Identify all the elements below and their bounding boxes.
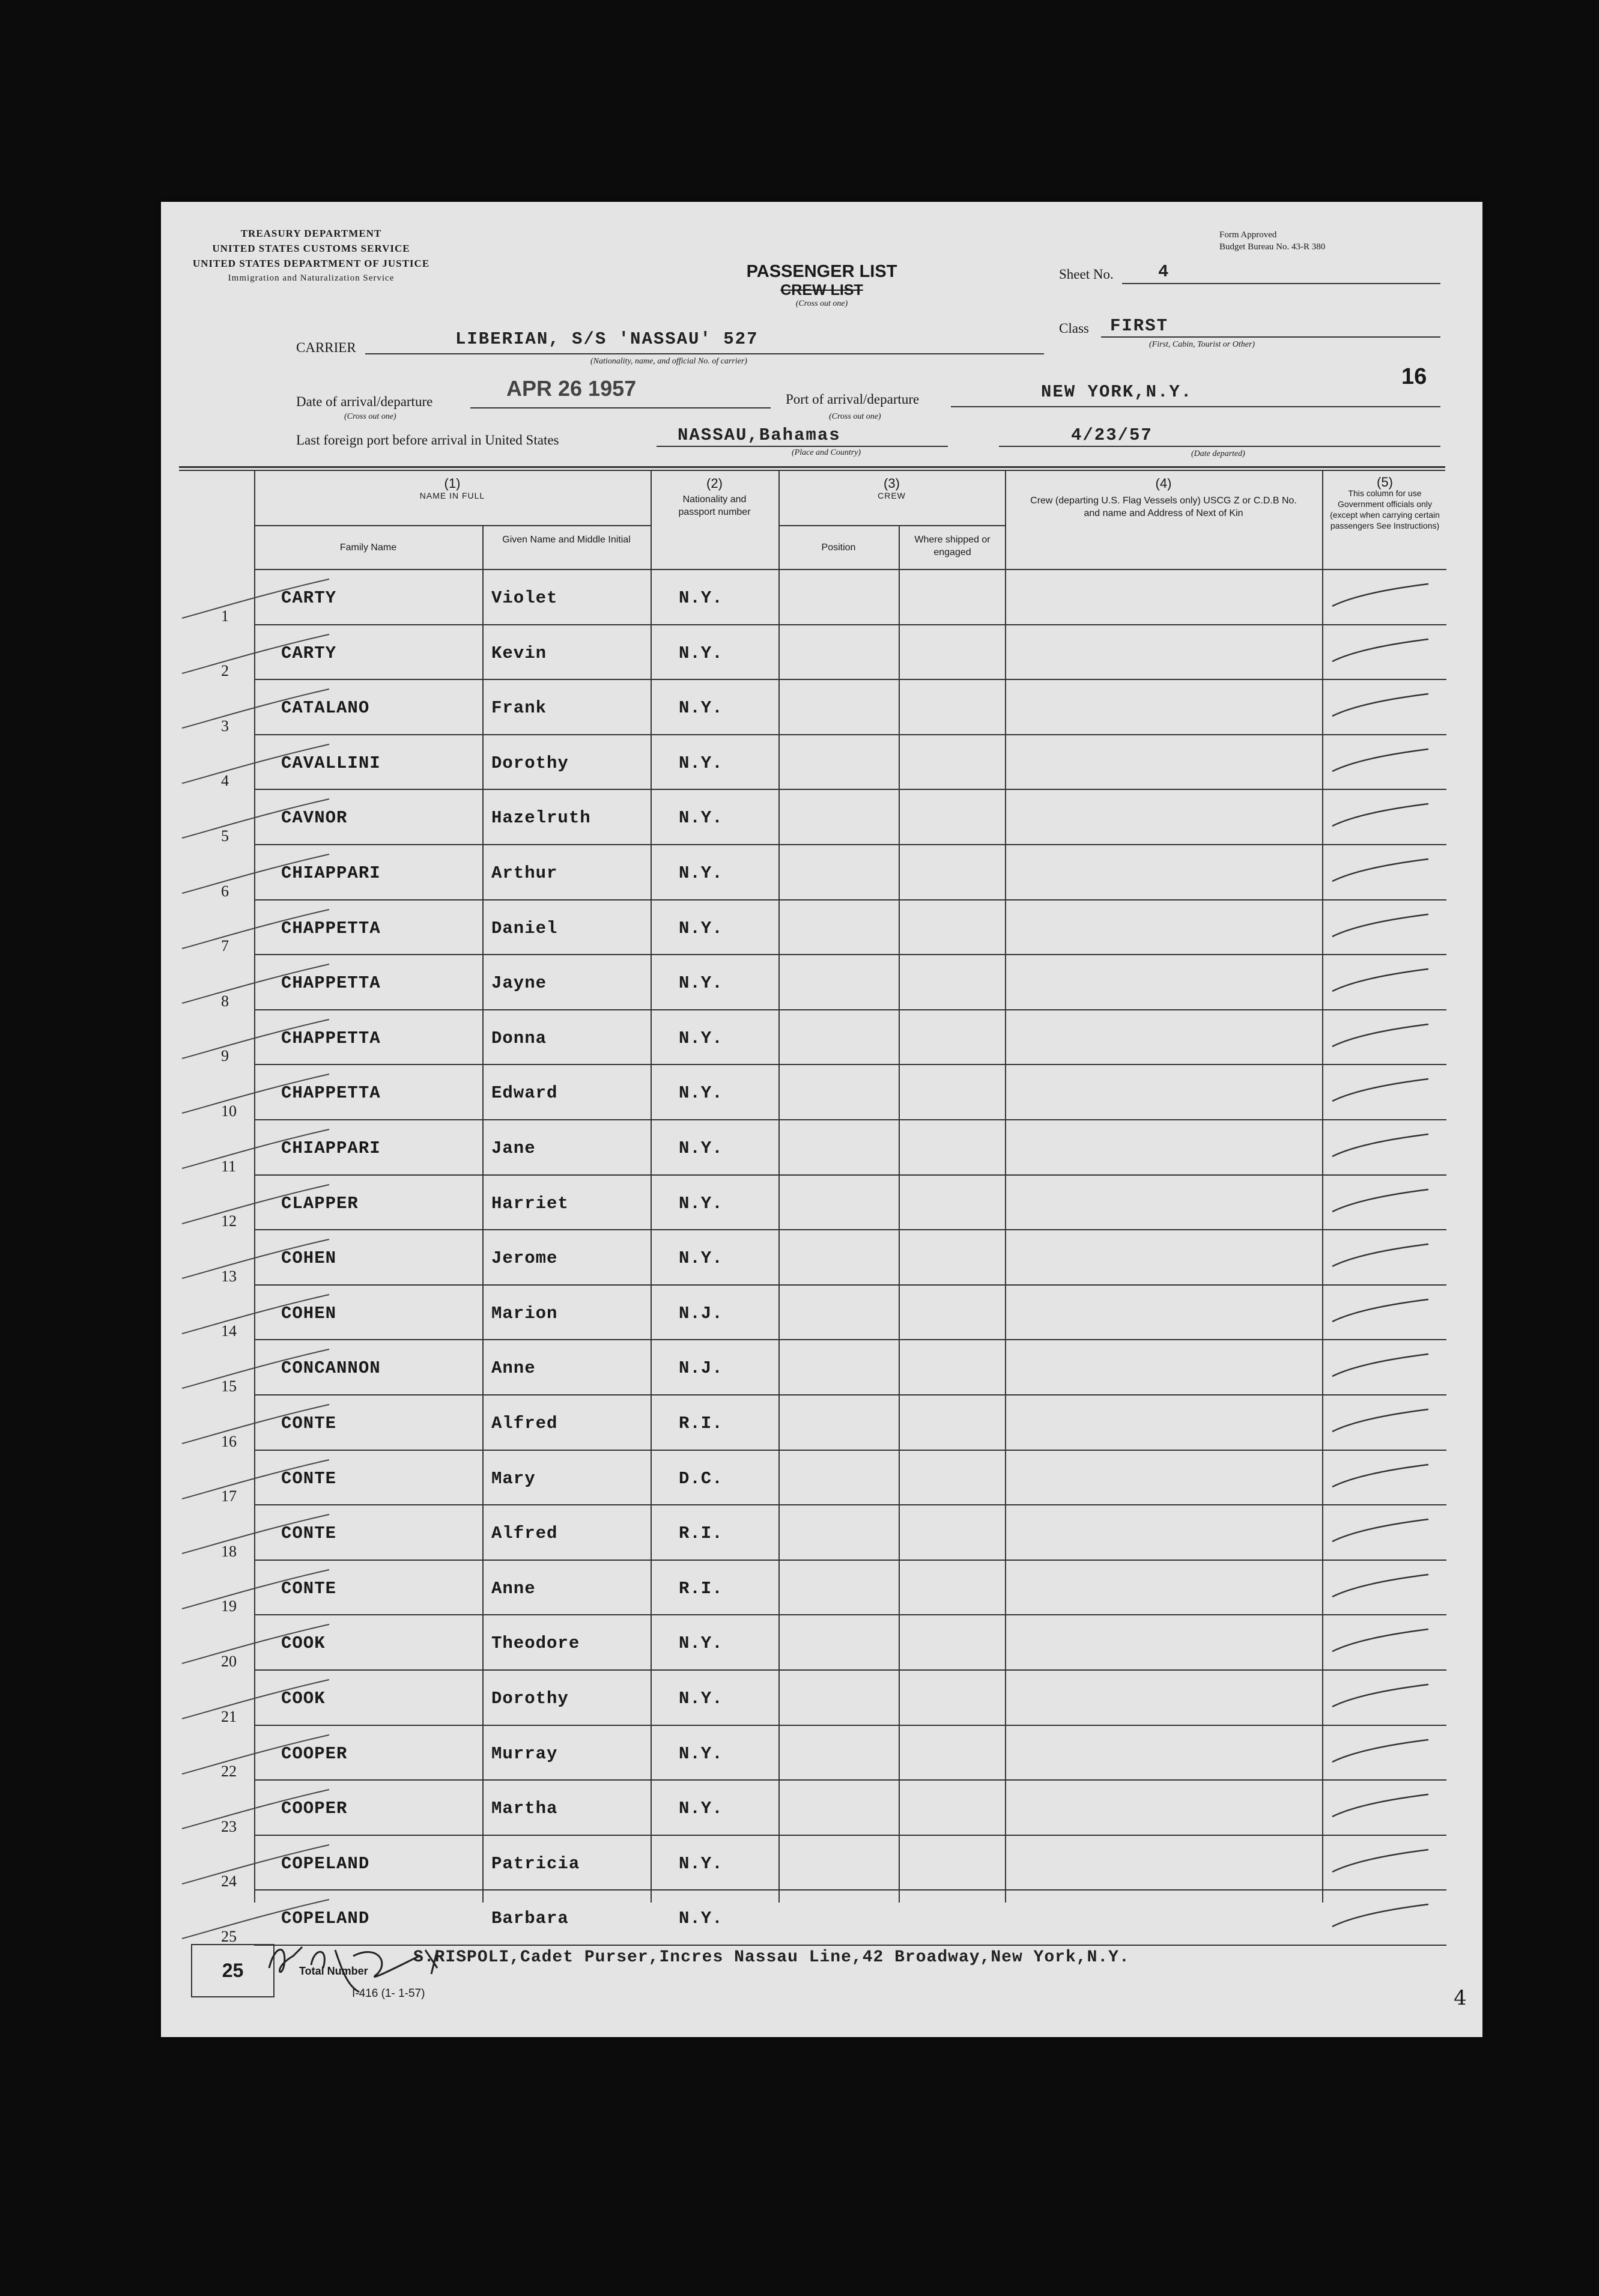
form-approval bbox=[1219, 229, 1325, 253]
table-row bbox=[161, 570, 1482, 625]
col2-number: (2) bbox=[706, 476, 723, 491]
review-tick-mark bbox=[179, 796, 335, 844]
review-tick-mark bbox=[179, 1732, 335, 1780]
given-name-cell: Murray bbox=[491, 1743, 558, 1764]
check-stroke bbox=[1332, 584, 1428, 606]
tick-stroke bbox=[182, 1514, 329, 1553]
tick-stroke bbox=[182, 799, 329, 838]
tick-stroke bbox=[182, 744, 329, 783]
list-title: PASSENGER LIST bbox=[746, 262, 897, 281]
nationality-cell: N.Y. bbox=[679, 753, 723, 773]
family-name-cell: COOPER bbox=[281, 1799, 348, 1819]
corner-page-mark: 4 bbox=[1454, 1986, 1467, 2010]
table-row bbox=[161, 1286, 1482, 1341]
row-number: 21 bbox=[221, 1707, 237, 1725]
name-subhead-line bbox=[254, 525, 651, 526]
row-number: 4 bbox=[221, 772, 229, 790]
given-name-cell: Dorothy bbox=[491, 1689, 569, 1708]
review-tick-mark bbox=[179, 686, 335, 734]
review-tick-mark bbox=[179, 741, 335, 789]
review-tick-mark bbox=[179, 1346, 335, 1394]
nationality-cell: N.Y. bbox=[679, 1909, 723, 1929]
nationality-cell: N.Y. bbox=[679, 1193, 723, 1213]
family-name-cell: CARTY bbox=[281, 588, 337, 608]
given-name-cell: Alfred bbox=[491, 1414, 558, 1433]
col3-number: (3) bbox=[884, 476, 900, 491]
given-name-cell: Dorothy bbox=[491, 753, 569, 773]
review-tick-mark bbox=[179, 961, 335, 1009]
col4-number: (4) bbox=[1155, 476, 1172, 491]
check-stroke bbox=[1332, 914, 1428, 937]
port-underline bbox=[951, 406, 1440, 407]
row-number: 8 bbox=[221, 992, 229, 1010]
family-name-cell: CHAPPETTA bbox=[281, 1083, 381, 1104]
table-row bbox=[161, 680, 1482, 735]
review-tick-mark bbox=[179, 1016, 335, 1064]
given-name-cell: Donna bbox=[491, 1028, 547, 1048]
given-name-cell: Theodore bbox=[491, 1633, 580, 1654]
tick-stroke bbox=[182, 1845, 329, 1884]
review-tick-mark bbox=[179, 1677, 335, 1725]
lastport-label: Last foreign port before arrival in United States bbox=[296, 433, 559, 448]
table-row bbox=[161, 1065, 1482, 1120]
given-name-cell: Patricia bbox=[491, 1853, 580, 1874]
family-name-cell: COHEN bbox=[281, 1248, 337, 1269]
dept-line-3: UNITED STATES DEPARTMENT OF JUSTICE bbox=[192, 258, 430, 269]
nationality-cell: N.Y. bbox=[679, 1853, 723, 1874]
table-row bbox=[161, 1671, 1482, 1726]
row-number: 5 bbox=[221, 827, 229, 845]
col1b-heading: Given Name and Middle Initial bbox=[502, 535, 631, 545]
carrier-value: LIBERIAN, S/S 'NASSAU' 527 bbox=[455, 329, 759, 349]
official-check-mark bbox=[1326, 1129, 1440, 1165]
class-underline bbox=[1101, 336, 1440, 338]
review-tick-mark bbox=[179, 1621, 335, 1669]
dept-line-4: Immigration and Naturalization Service bbox=[228, 273, 395, 283]
port-label: Port of arrival/departure bbox=[786, 392, 920, 407]
check-stroke bbox=[1332, 1740, 1428, 1762]
check-stroke bbox=[1332, 1904, 1428, 1927]
official-check-mark bbox=[1326, 964, 1440, 1000]
review-tick-mark bbox=[179, 1402, 335, 1450]
row-number: 25 bbox=[221, 1927, 237, 1945]
given-name-cell: Mary bbox=[491, 1468, 536, 1489]
tick-stroke bbox=[182, 634, 329, 673]
dept-line-2: UNITED STATES CUSTOMS SERVICE bbox=[212, 243, 410, 254]
nationality-cell: N.Y. bbox=[679, 918, 723, 938]
family-name-cell: CAVNOR bbox=[281, 808, 348, 828]
row-number: 12 bbox=[221, 1212, 237, 1230]
row-number: 1 bbox=[221, 607, 229, 625]
family-name-cell: CHIAPPARI bbox=[281, 1138, 381, 1158]
dept-line-1: TREASURY DEPARTMENT bbox=[240, 228, 382, 239]
official-check-mark bbox=[1326, 1405, 1440, 1441]
official-check-mark bbox=[1326, 1624, 1440, 1660]
given-name-cell: Arthur bbox=[491, 863, 558, 883]
tick-stroke bbox=[182, 1405, 329, 1444]
given-name-cell: Violet bbox=[491, 588, 558, 608]
nationality-cell: N.Y. bbox=[679, 1743, 723, 1764]
review-tick-mark bbox=[179, 1787, 335, 1835]
check-stroke bbox=[1332, 1575, 1428, 1597]
family-name-cell: CONTE bbox=[281, 1523, 337, 1544]
col2-title: Nationality and passport number bbox=[678, 494, 751, 517]
family-name-cell: COHEN bbox=[281, 1303, 337, 1323]
table-row bbox=[161, 900, 1482, 956]
form-approved-text: Form Approved bbox=[1219, 230, 1277, 240]
col3-heading bbox=[778, 477, 1005, 502]
list-title-block bbox=[702, 262, 942, 309]
given-name-cell: Harriet bbox=[491, 1193, 569, 1213]
carrier-underline bbox=[365, 353, 1044, 354]
check-stroke bbox=[1332, 749, 1428, 771]
given-name-cell: Hazelruth bbox=[491, 808, 591, 828]
col5-title: This column for use Government officials only (except when carrying certain passengers See Instructions) bbox=[1330, 488, 1440, 530]
check-stroke bbox=[1332, 1079, 1428, 1101]
port-value: NEW YORK,N.Y. bbox=[1041, 382, 1193, 402]
row-number: 13 bbox=[221, 1267, 237, 1285]
review-tick-mark bbox=[179, 1292, 335, 1340]
date-label: Date of arrival/departure bbox=[296, 394, 433, 409]
check-stroke bbox=[1332, 1299, 1428, 1322]
tick-stroke bbox=[182, 1239, 329, 1278]
review-tick-mark bbox=[179, 1457, 335, 1505]
row-number: 24 bbox=[221, 1872, 237, 1891]
official-check-mark bbox=[1326, 1790, 1440, 1826]
col1-heading bbox=[254, 477, 651, 502]
tick-stroke bbox=[182, 1185, 329, 1224]
official-check-mark bbox=[1326, 1349, 1440, 1385]
check-stroke bbox=[1332, 1850, 1428, 1872]
check-stroke bbox=[1332, 1189, 1428, 1212]
nationality-cell: N.Y. bbox=[679, 1689, 723, 1708]
official-check-mark bbox=[1326, 1845, 1440, 1881]
manifest-sheet bbox=[161, 202, 1482, 2037]
review-tick-mark bbox=[179, 1071, 335, 1119]
family-name-cell: CARTY bbox=[281, 643, 337, 663]
table-row bbox=[161, 625, 1482, 681]
official-check-mark bbox=[1326, 1900, 1440, 1936]
carrier-label: CARRIER bbox=[296, 340, 356, 355]
port-caption: (Cross out one) bbox=[829, 412, 881, 421]
table-top-rule-2 bbox=[179, 470, 1445, 471]
tick-stroke bbox=[182, 1129, 329, 1168]
nationality-cell: N.Y. bbox=[679, 863, 723, 883]
review-tick-mark bbox=[179, 1511, 335, 1560]
check-stroke bbox=[1332, 1024, 1428, 1046]
given-name-cell: Alfred bbox=[491, 1523, 558, 1544]
review-tick-mark bbox=[179, 576, 335, 624]
given-name-cell: Anne bbox=[491, 1578, 536, 1599]
form-number: I-416 (1- 1-57) bbox=[352, 1987, 425, 2000]
tick-stroke bbox=[182, 1680, 329, 1719]
family-name-cell: COPELAND bbox=[281, 1909, 370, 1929]
given-name-cell: Jerome bbox=[491, 1248, 558, 1269]
crew-list-struck: CREW LIST bbox=[780, 282, 863, 299]
table-row bbox=[161, 1726, 1482, 1781]
row-number: 15 bbox=[221, 1377, 237, 1395]
official-check-mark bbox=[1326, 1570, 1440, 1606]
check-stroke bbox=[1332, 969, 1428, 991]
signer-line: S.RISPOLI,Cadet Purser,Incres Nassau Line,42 Broadway,New York,N.Y. bbox=[413, 1948, 1130, 1967]
tick-stroke bbox=[182, 1624, 329, 1663]
given-name-cell: Martha bbox=[491, 1799, 558, 1819]
given-name-cell: Jayne bbox=[491, 973, 547, 994]
row-number: 22 bbox=[221, 1763, 237, 1781]
lastport-value: NASSAU,Bahamas bbox=[678, 425, 841, 445]
table-row bbox=[161, 1615, 1482, 1671]
official-check-mark bbox=[1326, 1680, 1440, 1716]
tick-stroke bbox=[182, 1460, 329, 1499]
check-stroke bbox=[1332, 1244, 1428, 1266]
col2-heading bbox=[651, 477, 778, 518]
official-check-mark bbox=[1326, 1460, 1440, 1496]
review-tick-mark bbox=[179, 1567, 335, 1615]
nationality-cell: R.I. bbox=[679, 1414, 723, 1433]
crew-subhead-line bbox=[778, 525, 1005, 526]
family-name-cell: COOPER bbox=[281, 1743, 348, 1764]
col1a-heading: Family Name bbox=[339, 542, 397, 553]
departed-value: 4/23/57 bbox=[1071, 425, 1153, 445]
family-name-cell: COOK bbox=[281, 1689, 326, 1708]
col1-title: NAME IN FULL bbox=[419, 491, 485, 500]
row-number: 16 bbox=[221, 1432, 237, 1450]
handwritten-signature bbox=[257, 1932, 473, 1998]
tick-stroke bbox=[182, 1735, 329, 1774]
class-label: Class bbox=[1059, 321, 1089, 336]
col3a-heading: Position bbox=[821, 542, 856, 553]
row-number: 7 bbox=[221, 937, 229, 955]
tick-stroke bbox=[182, 1074, 329, 1113]
tick-stroke bbox=[182, 1295, 329, 1334]
row-number: 2 bbox=[221, 662, 229, 680]
check-stroke bbox=[1332, 1465, 1428, 1487]
col4-title: Crew (departing U.S. Flag Vessels only) USCG Z or C.D.B No. and name and Address of Next of Kin bbox=[1030, 496, 1297, 518]
class-caption: (First, Cabin, Tourist or Other) bbox=[1149, 340, 1255, 349]
row-number: 20 bbox=[221, 1652, 237, 1670]
review-tick-mark bbox=[179, 631, 335, 679]
budget-bureau-text: Budget Bureau No. 43-R 380 bbox=[1219, 242, 1326, 252]
handwritten-page-mark: 16 bbox=[1401, 364, 1427, 389]
sheet-label: Sheet No. bbox=[1059, 267, 1114, 282]
nationality-cell: N.Y. bbox=[679, 1083, 723, 1104]
family-name-cell: CAVALLINI bbox=[281, 753, 381, 773]
official-check-mark bbox=[1326, 1074, 1440, 1110]
table-row bbox=[161, 790, 1482, 845]
sheet-value: 4 bbox=[1158, 262, 1170, 282]
col3-title: CREW bbox=[878, 491, 906, 500]
official-check-mark bbox=[1326, 799, 1440, 835]
nationality-cell: D.C. bbox=[679, 1468, 723, 1489]
row-number: 11 bbox=[221, 1157, 237, 1175]
class-value: FIRST bbox=[1110, 316, 1169, 336]
official-check-mark bbox=[1326, 1019, 1440, 1055]
table-row bbox=[161, 1505, 1482, 1561]
table-row bbox=[161, 1561, 1482, 1616]
official-check-mark bbox=[1326, 689, 1440, 725]
nationality-cell: N.J. bbox=[679, 1358, 723, 1379]
given-name-cell: Marion bbox=[491, 1303, 558, 1323]
check-stroke bbox=[1332, 1519, 1428, 1541]
departed-caption: (Date departed) bbox=[1191, 449, 1245, 458]
family-name-cell: CHAPPETTA bbox=[281, 973, 381, 994]
check-stroke bbox=[1332, 1134, 1428, 1156]
table-row bbox=[161, 1230, 1482, 1286]
col5-heading bbox=[1323, 477, 1446, 531]
official-check-mark bbox=[1326, 854, 1440, 890]
check-stroke bbox=[1332, 694, 1428, 716]
date-stamp: APR 26 1957 bbox=[506, 376, 637, 401]
nationality-cell: N.Y. bbox=[679, 1799, 723, 1819]
family-name-cell: CHIAPPARI bbox=[281, 863, 381, 883]
official-check-mark bbox=[1326, 579, 1440, 615]
col1-number: (1) bbox=[444, 476, 461, 491]
family-name-cell: COPELAND bbox=[281, 1853, 370, 1874]
tick-stroke bbox=[182, 1790, 329, 1829]
given-name-cell: Anne bbox=[491, 1358, 536, 1379]
family-name-cell: COOK bbox=[281, 1633, 326, 1654]
department-header bbox=[191, 226, 431, 286]
lastport-underline bbox=[657, 446, 948, 447]
row-number: 9 bbox=[221, 1047, 229, 1065]
family-name-cell: CLAPPER bbox=[281, 1193, 359, 1213]
official-check-mark bbox=[1326, 744, 1440, 780]
official-check-mark bbox=[1326, 1239, 1440, 1275]
departed-underline bbox=[999, 446, 1440, 447]
official-check-mark bbox=[1326, 910, 1440, 946]
date-underline bbox=[470, 407, 771, 408]
tick-stroke bbox=[182, 964, 329, 1003]
nationality-cell: N.Y. bbox=[679, 973, 723, 994]
tick-stroke bbox=[182, 689, 329, 728]
title-caption: (Cross out one) bbox=[795, 299, 848, 308]
nationality-cell: N.Y. bbox=[679, 1138, 723, 1158]
table-row bbox=[161, 1120, 1482, 1176]
nationality-cell: N.Y. bbox=[679, 643, 723, 663]
nationality-cell: N.Y. bbox=[679, 588, 723, 608]
row-number: 6 bbox=[221, 882, 229, 900]
tick-stroke bbox=[182, 1570, 329, 1609]
sheet-underline bbox=[1122, 283, 1440, 284]
table-row bbox=[161, 735, 1482, 791]
official-check-mark bbox=[1326, 1295, 1440, 1331]
table-top-rule bbox=[179, 466, 1445, 468]
date-caption: (Cross out one) bbox=[344, 412, 396, 421]
official-check-mark bbox=[1326, 1185, 1440, 1221]
review-tick-mark bbox=[179, 907, 335, 955]
col3b-heading: Where shipped or engaged bbox=[914, 535, 991, 557]
col5-number: (5) bbox=[1377, 475, 1393, 490]
official-check-mark bbox=[1326, 1735, 1440, 1771]
family-name-cell: CONTE bbox=[281, 1468, 337, 1489]
official-check-mark bbox=[1326, 634, 1440, 670]
total-number-label: Total Number bbox=[299, 1965, 368, 1977]
table-row bbox=[161, 1836, 1482, 1891]
check-stroke bbox=[1332, 804, 1428, 826]
nationality-cell: R.I. bbox=[679, 1523, 723, 1544]
row-number: 19 bbox=[221, 1597, 237, 1615]
row-number: 14 bbox=[221, 1322, 237, 1340]
nationality-cell: N.Y. bbox=[679, 1633, 723, 1654]
family-name-cell: CONTE bbox=[281, 1414, 337, 1433]
family-name-cell: CHAPPETTA bbox=[281, 918, 381, 938]
nationality-cell: R.I. bbox=[679, 1578, 723, 1599]
col4-heading bbox=[1005, 477, 1322, 520]
lastport-caption: (Place and Country) bbox=[792, 448, 861, 457]
check-stroke bbox=[1332, 1629, 1428, 1651]
tick-stroke bbox=[182, 910, 329, 949]
family-name-cell: CONCANNON bbox=[281, 1358, 381, 1379]
check-stroke bbox=[1332, 639, 1428, 661]
given-name-cell: Kevin bbox=[491, 643, 547, 663]
nationality-cell: N.Y. bbox=[679, 808, 723, 828]
nationality-cell: N.Y. bbox=[679, 698, 723, 718]
check-stroke bbox=[1332, 1794, 1428, 1817]
nationality-cell: N.Y. bbox=[679, 1028, 723, 1048]
check-stroke bbox=[1332, 859, 1428, 881]
table-row bbox=[161, 1176, 1482, 1231]
family-name-cell: CONTE bbox=[281, 1578, 337, 1599]
review-tick-mark bbox=[179, 1842, 335, 1890]
row-number: 3 bbox=[221, 717, 229, 735]
check-stroke bbox=[1332, 1354, 1428, 1376]
total-count-box: 25 bbox=[191, 1944, 275, 1997]
row-number: 10 bbox=[221, 1102, 237, 1120]
table-row bbox=[161, 1340, 1482, 1396]
family-name-cell: CHAPPETTA bbox=[281, 1028, 381, 1048]
review-tick-mark bbox=[179, 851, 335, 899]
table-row bbox=[161, 1010, 1482, 1066]
table-row bbox=[161, 955, 1482, 1010]
given-name-cell: Edward bbox=[491, 1083, 558, 1104]
given-name-cell: Jane bbox=[491, 1138, 536, 1158]
table-row bbox=[161, 1396, 1482, 1451]
review-tick-mark bbox=[179, 1236, 335, 1284]
row-number: 23 bbox=[221, 1817, 237, 1835]
review-tick-mark bbox=[179, 1126, 335, 1174]
row-number: 18 bbox=[221, 1542, 237, 1560]
tick-stroke bbox=[182, 854, 329, 893]
table-row bbox=[161, 1781, 1482, 1836]
check-stroke bbox=[1332, 1684, 1428, 1707]
nationality-cell: N.J. bbox=[679, 1303, 723, 1323]
row-number: 17 bbox=[221, 1487, 237, 1505]
tick-stroke bbox=[182, 579, 329, 618]
given-name-cell: Frank bbox=[491, 698, 547, 718]
official-check-mark bbox=[1326, 1514, 1440, 1550]
table-row bbox=[161, 845, 1482, 900]
family-name-cell: CATALANO bbox=[281, 698, 370, 718]
check-stroke bbox=[1332, 1409, 1428, 1432]
tick-stroke bbox=[182, 1019, 329, 1058]
given-name-cell: Barbara bbox=[491, 1909, 569, 1929]
carrier-caption: (Nationality, name, and official No. of carrier) bbox=[590, 357, 747, 366]
given-name-cell: Daniel bbox=[491, 918, 558, 938]
review-tick-mark bbox=[179, 1182, 335, 1230]
tick-stroke bbox=[182, 1349, 329, 1388]
table-row bbox=[161, 1451, 1482, 1506]
nationality-cell: N.Y. bbox=[679, 1248, 723, 1269]
